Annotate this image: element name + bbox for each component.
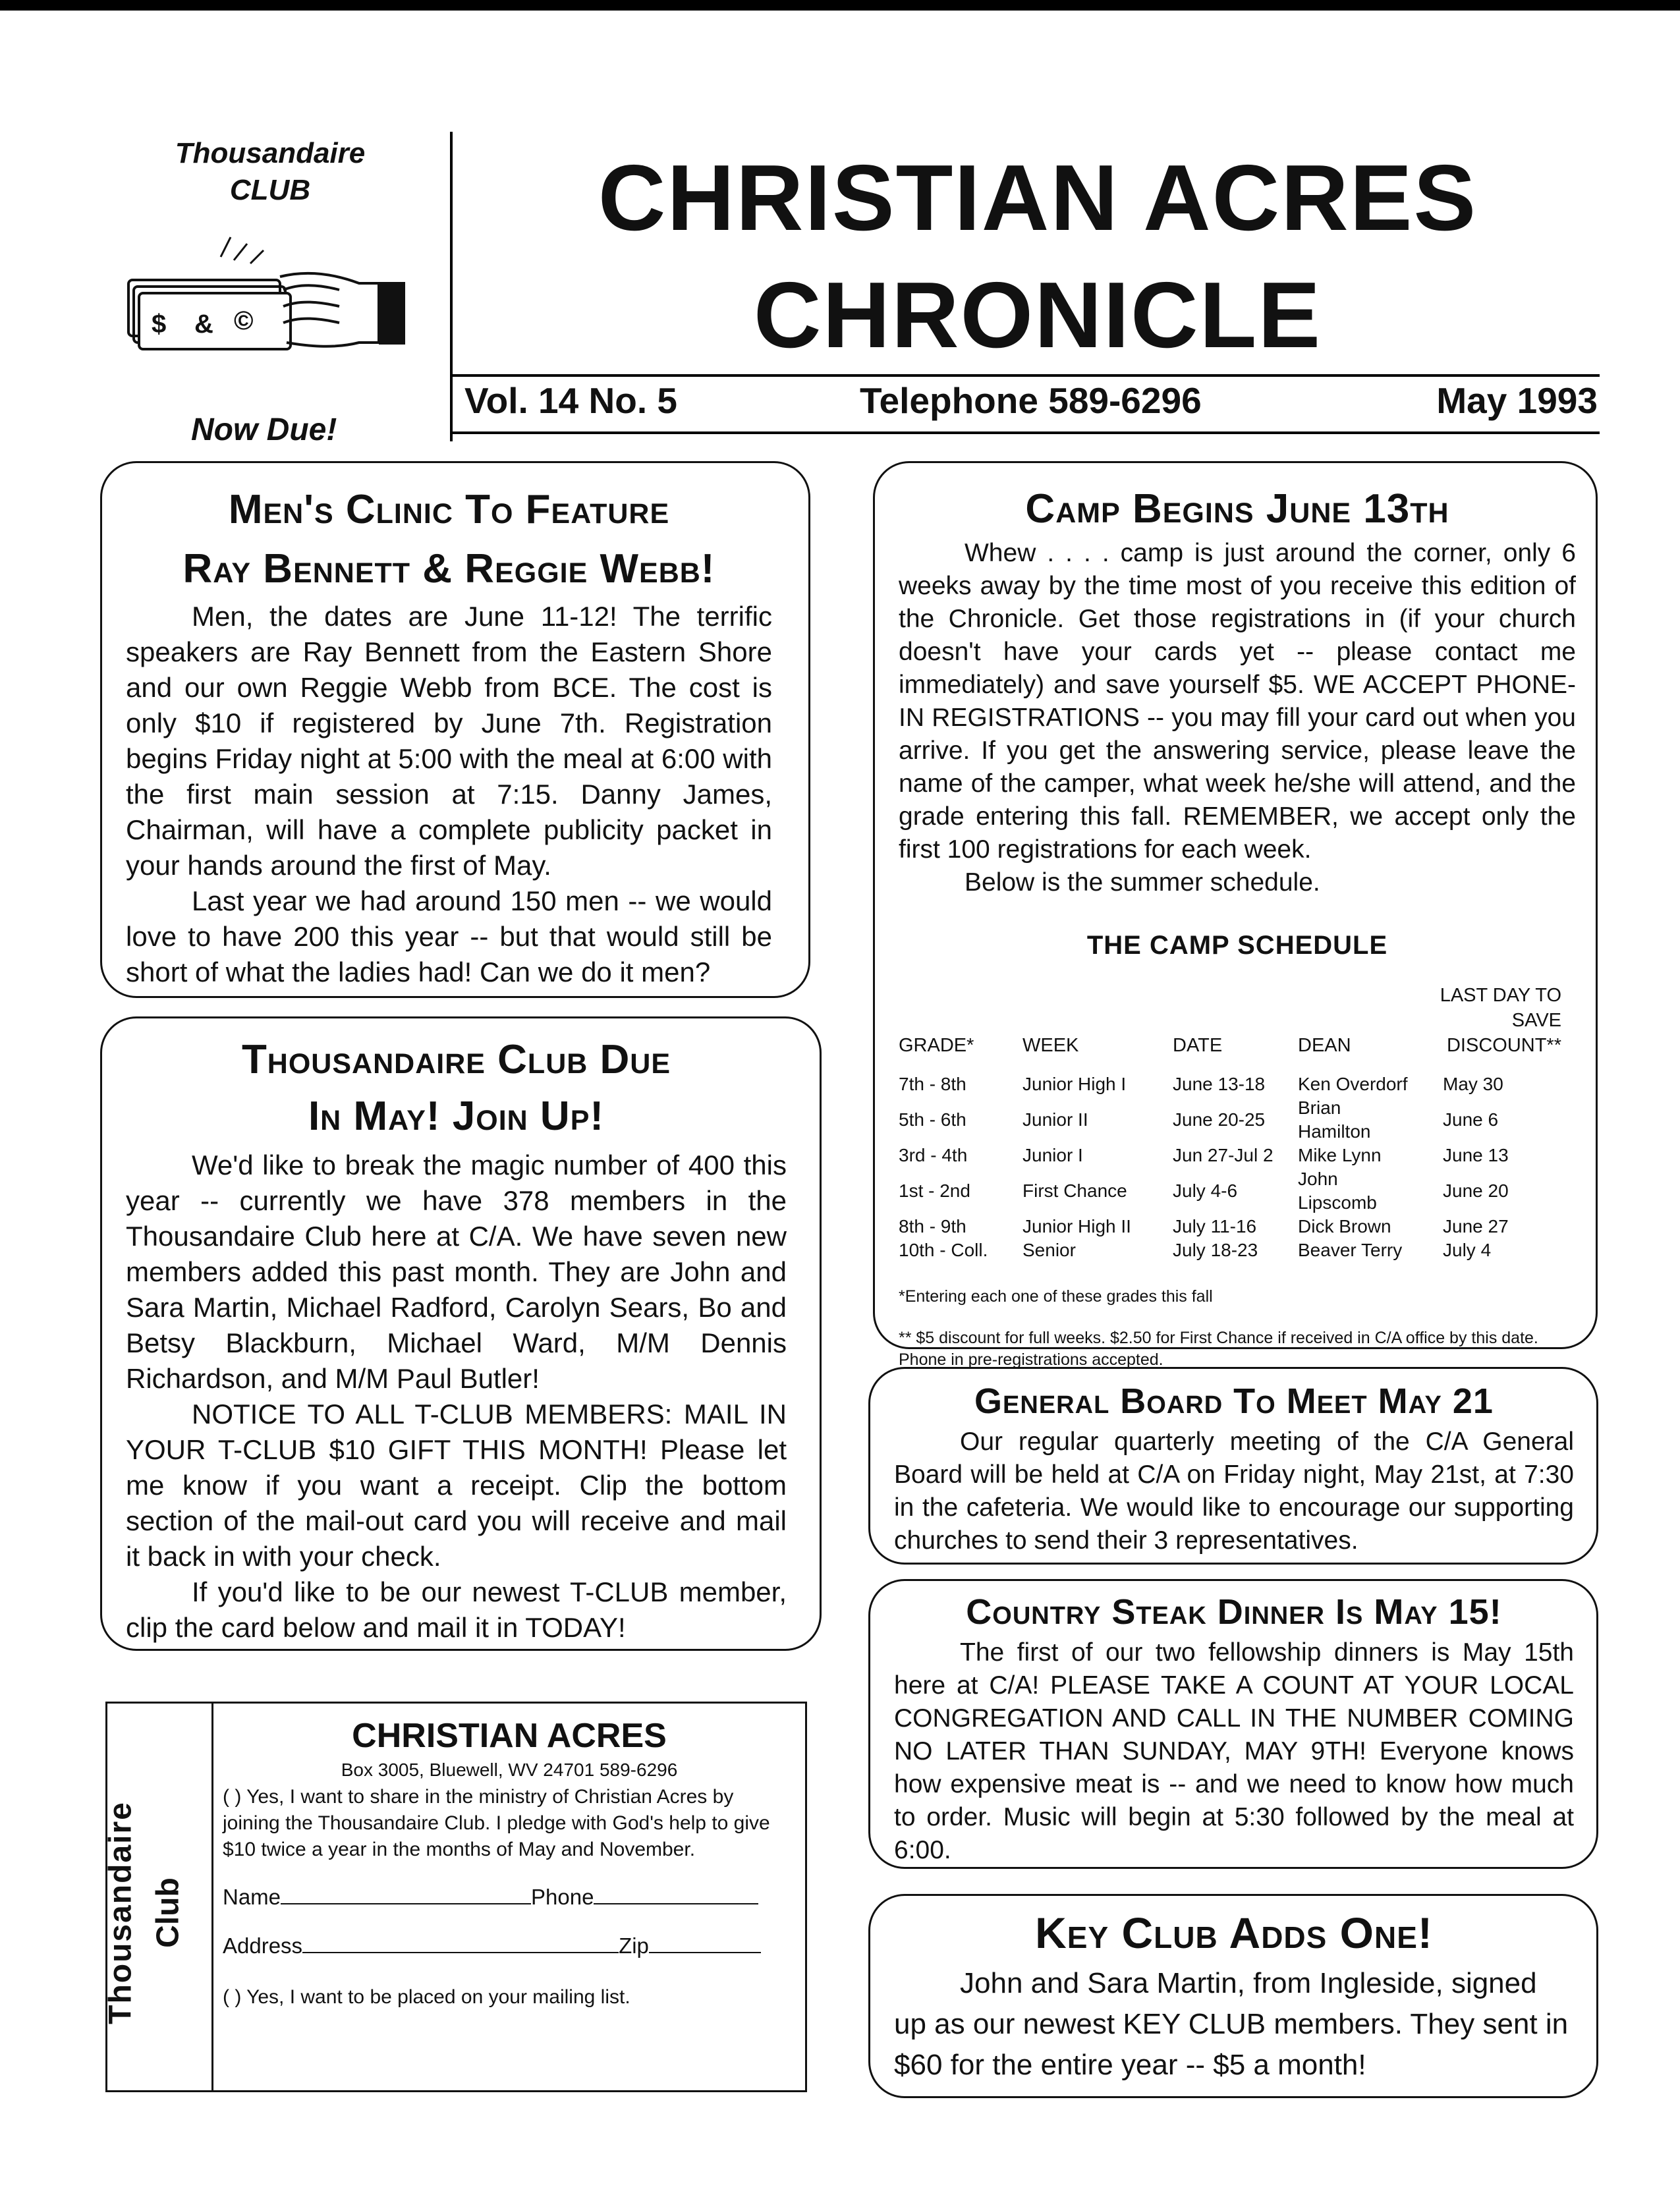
- article-heading: Camp Begins June 13th: [1025, 486, 1449, 532]
- article-body: [894, 1636, 1574, 1867]
- table-row: [899, 1144, 1575, 1167]
- masthead-rule-top: [450, 374, 1600, 377]
- phone-label: Phone: [531, 1885, 594, 1909]
- pledge-text: ( ) Yes, I want to share in the ministry of Christian Acres by joining the Thousandaire Club. I pledge with God's help to give $10 twice a year in the months of May and November.: [223, 1786, 770, 1860]
- table-cell: July 4: [1443, 1240, 1492, 1260]
- schedule-title: THE CAMP SCHEDULE: [1086, 931, 1388, 960]
- table-row: [899, 1238, 1575, 1262]
- table-cell: Junior I: [1022, 1145, 1083, 1165]
- heading-line: Ray Bennett & Reggie Webb!: [182, 546, 715, 592]
- table-cell: Brian Hamilton: [1298, 1097, 1371, 1142]
- article-heading: Country Steak Dinner Is May 15!: [966, 1592, 1502, 1632]
- table-cell: June 13: [1443, 1145, 1509, 1165]
- table-cell: June 20-25: [1173, 1109, 1266, 1130]
- table-cell: 5th - 6th: [899, 1109, 966, 1130]
- table-cell: First Chance: [1022, 1180, 1127, 1201]
- table-cell: June 20: [1443, 1180, 1509, 1201]
- table-row: [899, 1215, 1575, 1238]
- article-body: [126, 1148, 787, 1646]
- title-line-2: CHRONICLE: [753, 263, 1322, 368]
- table-cell: June 13-18: [1173, 1074, 1266, 1094]
- table-cell: July 18-23: [1173, 1240, 1258, 1260]
- table-cell: Jun 27-Jul 2: [1173, 1145, 1274, 1165]
- volume-number: Vol. 14 No. 5: [464, 380, 677, 421]
- address-label: Address: [223, 1933, 303, 1958]
- zip-field[interactable]: [649, 1932, 761, 1953]
- table-cell: June 27: [1443, 1216, 1509, 1236]
- heading-line: Men's Clinic To Feature: [228, 487, 670, 532]
- table-cell: July 4-6: [1173, 1180, 1238, 1201]
- article-heading: General Board To Meet May 21: [974, 1381, 1494, 1421]
- paragraph: Last year we had around 150 men -- we would love to have 200 this year -- but that would still be short of what the ladies had! Can we do it men?: [126, 885, 772, 987]
- address-field[interactable]: [302, 1932, 619, 1953]
- table-cell: Junior High II: [1022, 1216, 1131, 1236]
- zip-label: Zip: [619, 1933, 649, 1958]
- table-cell: Dick Brown: [1298, 1216, 1391, 1236]
- name-phone-line: [223, 1883, 796, 1912]
- heading-line: Thousandaire Club Due: [241, 1037, 671, 1082]
- side-label-club: Club: [150, 1877, 186, 1948]
- column-header: DEAN: [1298, 1035, 1351, 1056]
- club-word: CLUB: [229, 174, 311, 206]
- now-due-label: Now Due!: [191, 412, 337, 447]
- paragraph: If you'd like to be our newest T-CLUB member, clip the card below and mail it in TODAY!: [126, 1576, 787, 1643]
- title-line-1: CHRISTIAN ACRES: [598, 146, 1478, 250]
- svg-text:©: ©: [234, 306, 254, 335]
- table-cell: Ken Overdorf: [1298, 1074, 1408, 1094]
- paragraph: The first of our two fellowship dinners is May 15th here at C/A! PLEASE TAKE A COUNT AT YOUR LOCAL CONGREGATION AND CALL IN THE NUMBER COMING NO LATER THAN SUNDAY, MAY 9TH! Everyone knows how expensive meat is -- and we need to know how much to order. Music will begin at 5:30 followed by the meal at 6:00.: [894, 1638, 1574, 1864]
- table-cell: 1st - 2nd: [899, 1180, 970, 1201]
- table-cell: Beaver Terry: [1298, 1240, 1403, 1260]
- telephone: Telephone 589-6296: [860, 380, 1202, 421]
- key-club-article: [868, 1894, 1598, 2098]
- thousandaire-club-article: [100, 1016, 822, 1651]
- membership-card: [105, 1702, 807, 2092]
- paragraph: John and Sara Martin, from Ingleside, signed up as our newest KEY CLUB members. They sent in $60 for the entire year -- $5 a month!: [894, 1967, 1569, 2081]
- hand-holding-money-icon: [122, 231, 425, 362]
- newsletter-title: [461, 140, 1614, 374]
- article-heading: [126, 1032, 787, 1145]
- svg-text:&: &: [194, 310, 213, 339]
- column-header: DATE: [1173, 1035, 1223, 1056]
- article-body: [894, 1963, 1574, 2086]
- table-cell: 7th - 8th: [899, 1074, 966, 1094]
- steak-dinner-article: [868, 1579, 1598, 1869]
- issue-date: May 1993: [1436, 380, 1598, 421]
- table-cell: July 11-16: [1173, 1216, 1257, 1236]
- article-body: [894, 1426, 1574, 1557]
- thousandaire-club-badge: [132, 135, 408, 209]
- table-header-row: [899, 983, 1575, 1072]
- table-cell: Junior High I: [1022, 1074, 1127, 1094]
- column-header: LAST DAY TO SAVE DISCOUNT**: [1440, 985, 1561, 1056]
- article-heading: Key Club Adds One!: [1035, 1908, 1433, 1957]
- paragraph: Our regular quarterly meeting of the C/A General Board will be held at C/A on Friday night, May 21st, at 7:30 in the cafeteria. We would like to encourage our supporting churches to send their 3 representatives.: [894, 1428, 1574, 1555]
- paragraph: Whew . . . . camp is just around the corner, only 6 weeks away by the time most of you receive this edition of the Chronicle. Get those registrations in (if your church doesn't have your cards yet -- please contact me immediately) and save yourself $5. WE ACCEPT PHONE-IN REGISTRATIONS -- you may fill your card out when you arrive. If you get the answering service, please leave the name of the camper, what week he/she will attend, and the grade entering this fall. REMEMBER, we accept only the first 100 registrations for each week.: [899, 539, 1576, 864]
- address-zip-line: [223, 1931, 796, 1960]
- card-address: Box 3005, Bluewell, WV 24701 589-6296: [341, 1760, 678, 1780]
- column-header: GRADE*: [899, 1035, 974, 1056]
- name-label: Name: [223, 1885, 281, 1909]
- top-border-bar: [0, 0, 1680, 11]
- table-cell: Senior: [1022, 1240, 1076, 1260]
- masthead-rule-bottom: [450, 431, 1600, 434]
- article-body: [126, 599, 772, 990]
- table-row: [899, 1072, 1575, 1096]
- club-name: Thousandaire: [175, 137, 366, 169]
- mailing-list-option[interactable]: ( ) Yes, I want to be placed on your mailing list.: [223, 1986, 630, 2008]
- mens-clinic-article: [100, 461, 810, 998]
- schedule-footnote-2: ** $5 discount for full weeks. $2.50 for First Chance if received in C/A office by this date. Phone in pre-registrations accepted.: [899, 1329, 1538, 1369]
- masthead-vertical-rule: [450, 132, 453, 441]
- card-title: CHRISTIAN ACRES: [352, 1717, 667, 1755]
- camp-schedule-table: [899, 983, 1575, 1262]
- table-row: [899, 1167, 1575, 1215]
- table-cell: 10th - Coll.: [899, 1240, 988, 1260]
- table-row: [899, 1096, 1575, 1144]
- table-cell: June 6: [1443, 1109, 1499, 1130]
- card-form: [223, 1715, 796, 2011]
- card-side-label: [103, 1704, 213, 2090]
- paragraph: NOTICE TO ALL T-CLUB MEMBERS: MAIL IN YOUR T-CLUB $10 GIFT THIS MONTH! Please let me know if you want a receipt. Clip the bottom section of the mail-out card you will receive and mail it back in with your check.: [126, 1399, 787, 1572]
- column-header: WEEK: [1022, 1035, 1079, 1056]
- heading-line: In May! Join Up!: [308, 1094, 605, 1139]
- article-heading: [126, 480, 772, 599]
- table-cell: May 30: [1443, 1074, 1503, 1094]
- issue-info-row: [464, 379, 1598, 432]
- table-cell: Junior II: [1022, 1109, 1088, 1130]
- schedule-footnote-1: *Entering each one of these grades this fall: [899, 1287, 1213, 1306]
- camp-article: [873, 461, 1598, 1369]
- table-cell: Mike Lynn: [1298, 1145, 1382, 1165]
- article-body: [899, 537, 1576, 899]
- paragraph: Men, the dates are June 11-12! The terrific speakers are Ray Bennett from the Eastern Shore and our own Reggie Webb from BCE. The cost is only $10 if registered by June 7th. Registration begins Friday night at 5:00 with the meal at 6:00 with the first main session at 7:15. Danny James, Chairman, will have a complete publicity packet in your hands around the first of May.: [126, 601, 772, 881]
- phone-field[interactable]: [594, 1883, 758, 1904]
- table-cell: 3rd - 4th: [899, 1145, 968, 1165]
- paragraph: Below is the summer schedule.: [965, 868, 1320, 897]
- side-label-thousandaire: Thousandaire: [103, 1801, 138, 2024]
- general-board-article: [868, 1367, 1598, 1565]
- svg-text:$: $: [152, 310, 167, 339]
- paragraph: We'd like to break the magic number of 400 this year -- currently we have 378 members in the Thousandaire Club here at C/A. We have seven new members added this past month. They are John and Sara Martin, Michael Radford, Carolyn Sears, Bo and Betsy Blackburn, Michael Ward, M/M Dennis Richardson, and M/M Paul Butler!: [126, 1150, 787, 1394]
- table-cell: John Lipscomb: [1298, 1169, 1377, 1213]
- name-field[interactable]: [281, 1883, 531, 1904]
- table-cell: 8th - 9th: [899, 1216, 966, 1236]
